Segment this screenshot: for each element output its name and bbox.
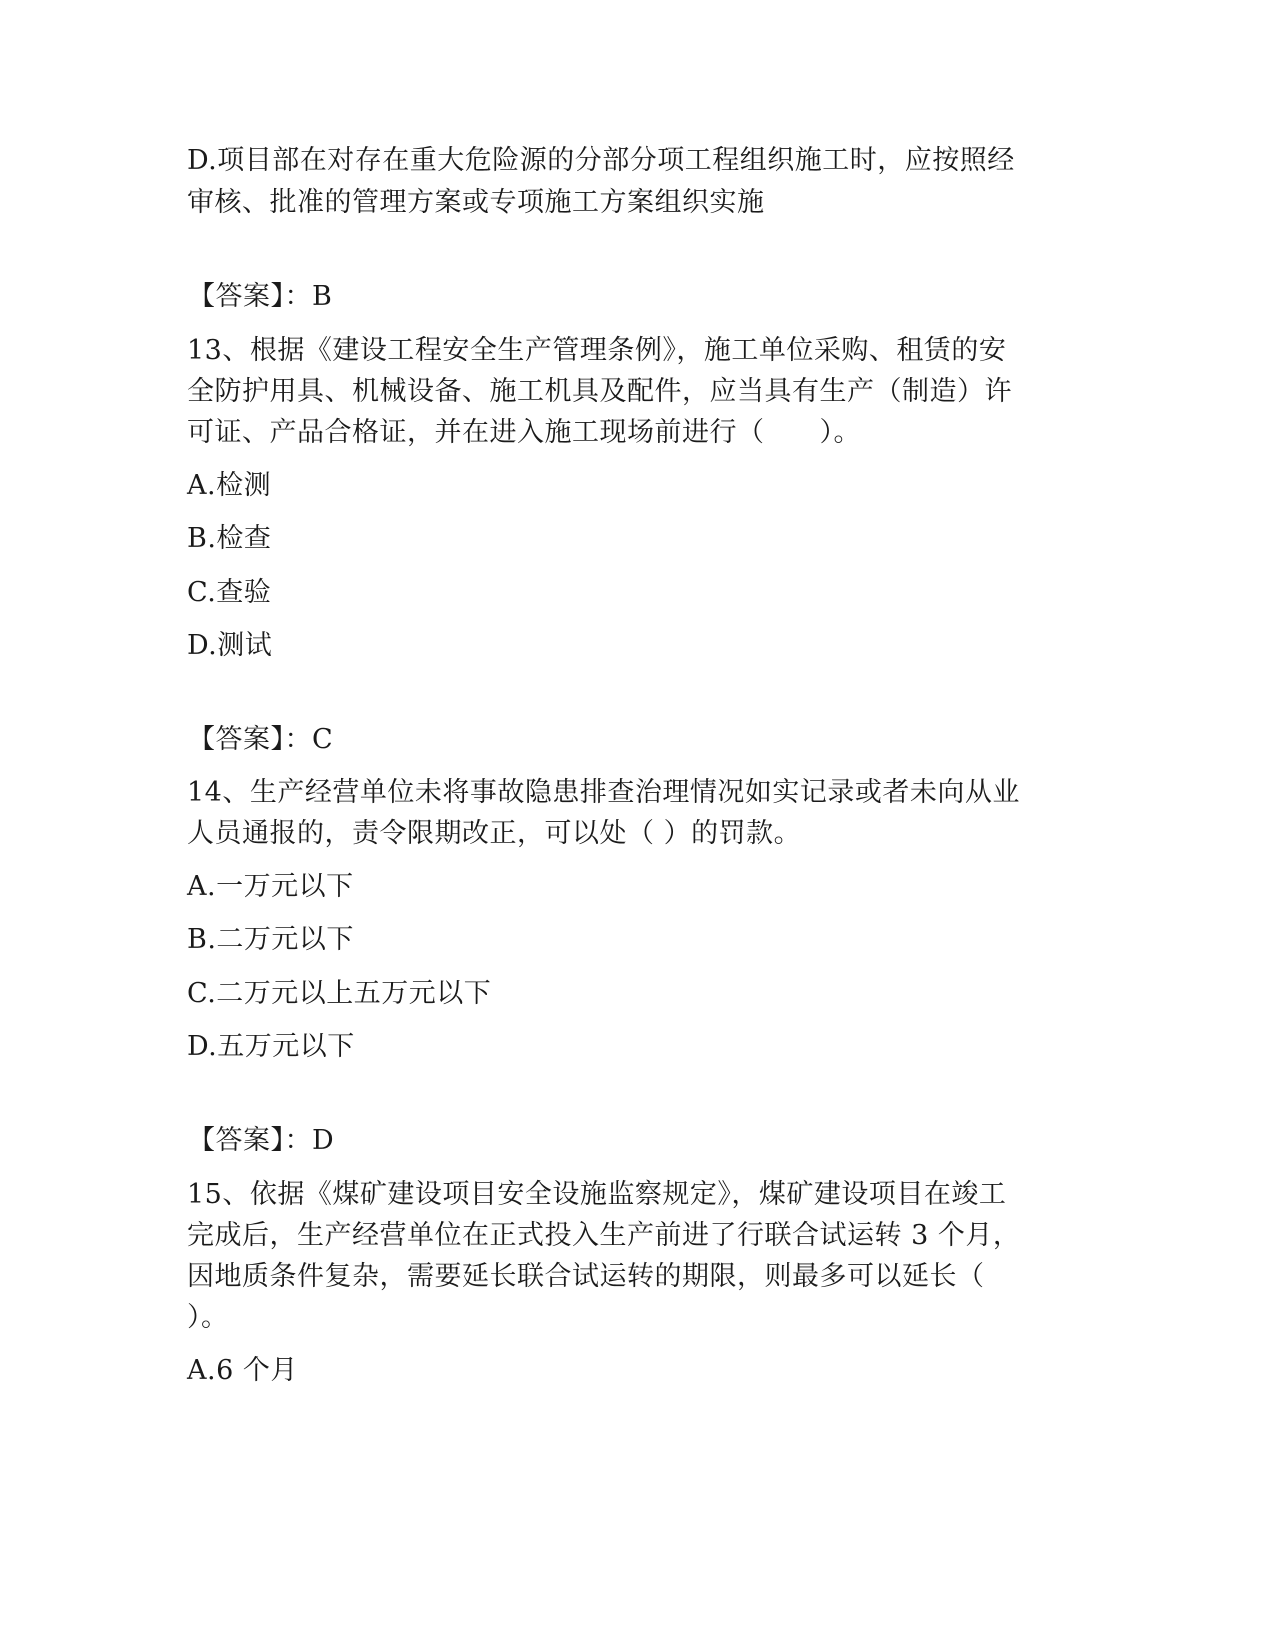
q14-option-b: B.二万元以下 xyxy=(187,924,354,955)
q13-stem-line1: 13、根据《建设工程安全生产管理条例》，施工单位采购、租赁的安 xyxy=(187,335,1007,366)
q15-stem-line1: 15、依据《煤矿建设项目安全设施监察规定》，煤矿建设项目在竣工 xyxy=(187,1179,1007,1210)
q13-option-d: D.测试 xyxy=(187,630,273,661)
q13-option-b: B.检查 xyxy=(187,523,272,554)
q14-stem-line1: 14、生产经营单位未将事故隐患排查治理情况如实记录或者未向从业 xyxy=(187,777,1020,808)
q14-stem-line2: 人员通报的，责令限期改正，可以处（ ）的罚款。 xyxy=(187,818,802,849)
q15-stem-line2: 完成后，生产经营单位在正式投入生产前进了行联合试运转 3 个月， xyxy=(187,1220,1021,1251)
q13-option-a: A.检测 xyxy=(187,470,272,501)
q12-option-d-line1: D.项目部在对存在重大危险源的分部分项工程组织施工时，应按照经 xyxy=(187,145,1015,176)
q13-option-c: C.查验 xyxy=(187,577,272,608)
q14-option-a: A.一万元以下 xyxy=(187,871,354,902)
q13-stem-line3: 可证、产品合格证，并在进入施工现场前进行（ ）。 xyxy=(187,417,861,448)
q15-option-a: A.6 个月 xyxy=(187,1355,298,1386)
q14-option-d: D.五万元以下 xyxy=(187,1031,355,1062)
q14-answer: 【答案】：D xyxy=(188,1125,335,1156)
q14-option-c: C.二万元以上五万元以下 xyxy=(187,978,492,1009)
q15-stem-line3: 因地质条件复杂，需要延长联合试运转的期限，则最多可以延长（ xyxy=(187,1261,985,1292)
q12-answer: 【答案】：B xyxy=(188,281,333,312)
q13-answer: 【答案】：C xyxy=(188,724,334,755)
q13-stem-line2: 全防护用具、机械设备、施工机具及配件，应当具有生产（制造）许 xyxy=(187,376,1012,407)
q12-option-d-line2: 审核、批准的管理方案或专项施工方案组织实施 xyxy=(187,187,765,218)
q15-stem-line4: ）。 xyxy=(187,1302,229,1333)
